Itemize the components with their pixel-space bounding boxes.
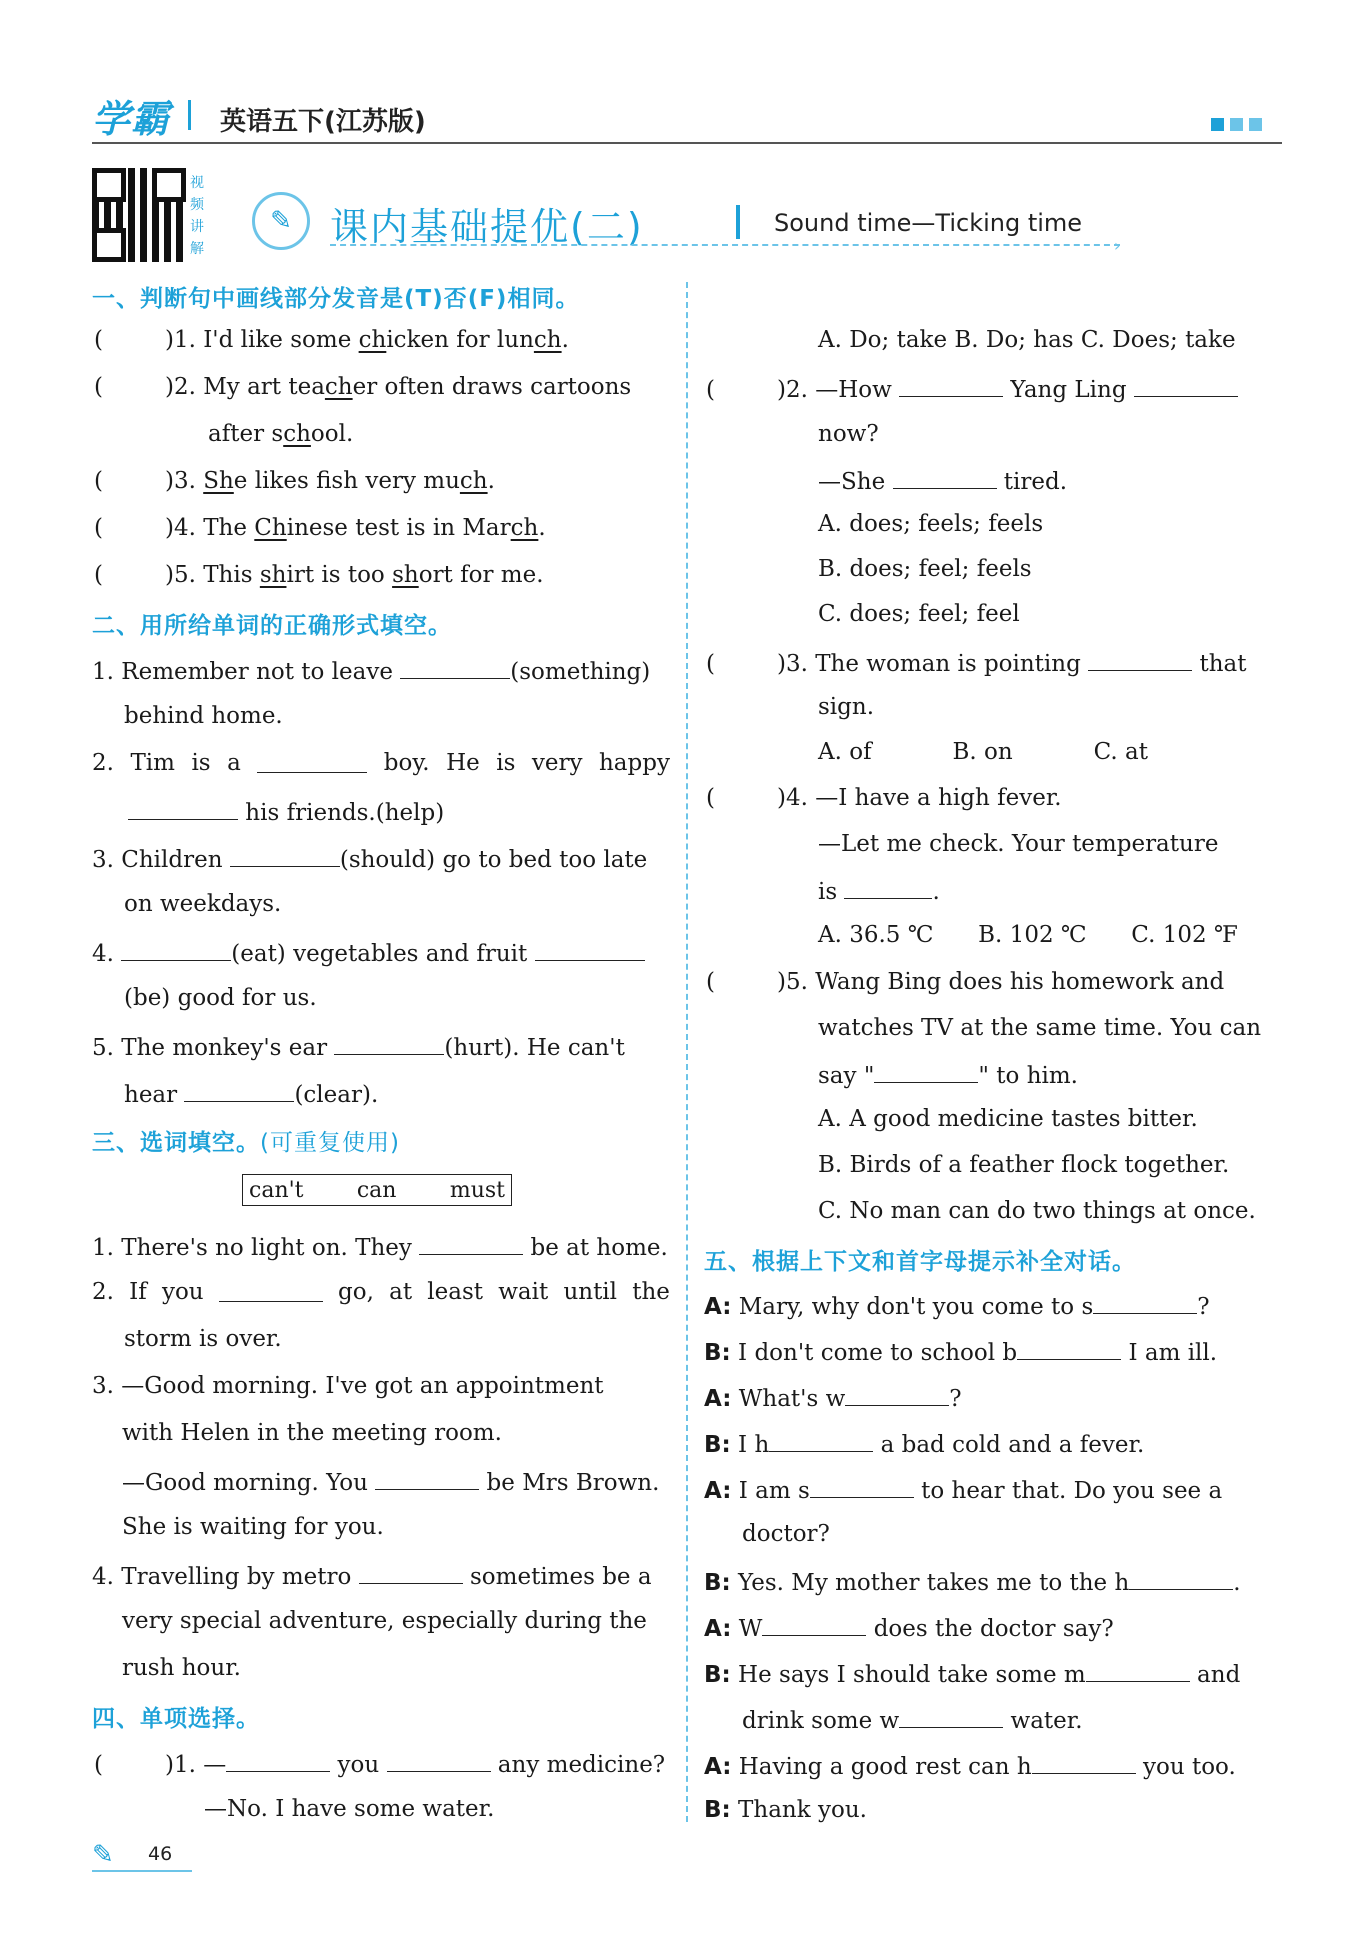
dialog-line-10: B: Thank you. (704, 1797, 867, 1823)
section-4-title: 四、单项选择。 (92, 1706, 260, 1732)
page-number: 46 (148, 1843, 173, 1865)
answer-blank[interactable] (257, 748, 367, 773)
s1-item-1: ( )1. I'd like some chicken for lunch. (94, 327, 569, 353)
s2-q3: 3. Children (should) go to bed too late (92, 842, 647, 875)
dialog-line-8-cont: drink some w water. (742, 1703, 1083, 1736)
s4-q2-reply: —She tired. (818, 464, 1067, 497)
dialog-line-3: A: What's w ? (704, 1381, 962, 1414)
arrow-icon: › (1114, 236, 1121, 255)
answer-blank[interactable] (230, 842, 340, 867)
dialog-line-7: A: W does the doctor say? (704, 1611, 1114, 1644)
s4-q1-answer: —No. I have some water. (204, 1796, 495, 1822)
s4-q5-cont: watches TV at the same time. You can (818, 1015, 1262, 1041)
dialog-line-8: B: He says I should take some m and (704, 1657, 1240, 1690)
s4-q2-cont: now? (818, 421, 879, 447)
s3-q4-cont2: rush hour. (122, 1655, 241, 1681)
title-bar (736, 205, 740, 239)
book-subject: 英语五下(江苏版) (220, 107, 426, 137)
dialog-line-2: B: I don't come to school b I am ill. (704, 1335, 1217, 1368)
answer-blank[interactable] (128, 795, 238, 820)
s4-q5-option-a: A. A good medicine tastes bitter. (818, 1106, 1198, 1132)
s3-q3-cont1: with Helen in the meeting room. (122, 1420, 502, 1446)
answer-blank[interactable] (400, 654, 510, 679)
answer-blank[interactable] (219, 1277, 323, 1302)
s4-q5: ( )5. Wang Bing does his homework and (706, 969, 1225, 995)
s1-item-3: ( )3. She likes fish very much. (94, 468, 495, 494)
answer-blank[interactable] (387, 1747, 491, 1772)
word-bank: can't can must (242, 1174, 512, 1206)
dialog-line-5: A: I am s to hear that. Do you see a (704, 1473, 1222, 1506)
s3-q2-cont: storm is over. (124, 1326, 282, 1352)
dialog-line-5-cont: doctor? (742, 1521, 830, 1547)
s2-q5-cont: hear (clear). (124, 1077, 378, 1110)
answer-blank[interactable] (893, 464, 997, 489)
answer-blank[interactable] (375, 1465, 479, 1490)
s4-q4: ( )4. —I have a high fever. (706, 785, 1062, 811)
s2-q1-cont: behind home. (124, 703, 283, 729)
s4-q4-cont: —Let me check. Your temperature (818, 831, 1219, 857)
answer-blank[interactable] (1017, 1335, 1121, 1360)
header-rule (92, 142, 1282, 144)
s4-q3: ( )3. The woman is pointing that (706, 646, 1246, 679)
answer-blank[interactable] (844, 874, 932, 899)
s4-q1-options: A. Do; take B. Do; has C. Does; take (818, 327, 1236, 353)
s4-q5-option-c: C. No man can do two things at once. (818, 1198, 1256, 1224)
s1-item-2-cont: after school. (208, 421, 354, 447)
s3-q2: 2. If you go, at least wait until the (92, 1279, 670, 1305)
answer-blank[interactable] (810, 1473, 914, 1498)
answer-blank[interactable] (1086, 1657, 1190, 1682)
footer-rule (92, 1870, 192, 1872)
dialog-line-1: A: Mary, why don't you come to s ? (704, 1289, 1210, 1322)
answer-blank[interactable] (226, 1747, 330, 1772)
s4-q2-option-b: B. does; feel; feels (818, 556, 1032, 582)
title-dash (330, 244, 1120, 246)
brand-logo: 学霸 (92, 97, 171, 141)
s4-q2-option-c: C. does; feel; feel (818, 601, 1020, 627)
column-divider (686, 282, 688, 1822)
s4-q2-option-a: A. does; feels; feels (818, 511, 1044, 537)
answer-blank[interactable] (1134, 372, 1238, 397)
answer-blank[interactable] (535, 936, 645, 961)
s3-q4-cont1: very special adventure, especially during the (122, 1608, 647, 1634)
answer-blank[interactable] (359, 1559, 463, 1584)
pencil-icon: ✎ (92, 1840, 114, 1870)
pen-icon: ✎ (252, 192, 310, 250)
answer-blank[interactable] (874, 1058, 978, 1083)
dialog-line-6: B: Yes. My mother takes me to the h . (704, 1565, 1241, 1598)
s2-q2: 2. Tim is a boy. He is very happy (92, 750, 670, 776)
s2-q5: 5. The monkey's ear (hurt). He can't (92, 1030, 625, 1063)
s2-q4: 4. (eat) vegetables and fruit (92, 936, 645, 969)
s4-q4-options: A. 36.5 ℃ B. 102 ℃ C. 102 ℉ (818, 922, 1238, 948)
answer-blank[interactable] (121, 936, 231, 961)
s4-q4-cont2: is . (818, 874, 940, 907)
answer-blank[interactable] (762, 1611, 866, 1636)
answer-blank[interactable] (1088, 646, 1192, 671)
s2-q1: 1. Remember not to leave (something) (92, 654, 650, 687)
qr-code[interactable] (92, 168, 186, 262)
s1-item-5: ( )5. This shirt is too short for me. (94, 562, 544, 588)
s2-q3-cont: on weekdays. (124, 891, 282, 917)
s4-q1: ( )1. — you any medicine? (94, 1747, 665, 1780)
answer-blank[interactable] (334, 1030, 444, 1055)
s4-q2: ( )2. —How Yang Ling (706, 372, 1238, 405)
answer-blank[interactable] (845, 1381, 949, 1406)
answer-blank[interactable] (1032, 1749, 1136, 1774)
answer-blank[interactable] (419, 1230, 523, 1255)
s4-q3-cont: sign. (818, 694, 875, 720)
brand-divider (188, 100, 191, 130)
s1-item-2: ( )2. My art teacher often draws cartoons (94, 374, 632, 400)
section-5-title: 五、根据上下文和首字母提示补全对话。 (704, 1249, 1136, 1275)
s3-q3: 3. —Good morning. I've got an appointment (92, 1373, 604, 1399)
answer-blank[interactable] (1093, 1289, 1197, 1314)
s4-q5-option-b: B. Birds of a feather flock together. (818, 1152, 1230, 1178)
dialog-line-9: A: Having a good rest can h you too. (704, 1749, 1236, 1782)
s2-q4-cont: (be) good for us. (124, 985, 317, 1011)
s3-q3-cont2: —Good morning. You be Mrs Brown. (122, 1465, 659, 1498)
s3-q3-cont3: She is waiting for you. (122, 1514, 384, 1540)
answer-blank[interactable] (184, 1077, 294, 1102)
section-2-title: 二、用所给单词的正确形式填空。 (92, 613, 452, 639)
answer-blank[interactable] (769, 1427, 873, 1452)
section-title: 课内基础提优(二) (330, 205, 644, 249)
section-3-title: 三、选词填空。(可重复使用) (92, 1130, 400, 1156)
s3-q1: 1. There's no light on. They be at home. (92, 1230, 668, 1263)
header-squares (1211, 118, 1262, 131)
s4-q5-cont2: say " " to him. (818, 1058, 1078, 1091)
section-1-title: 一、判断句中画线部分发音是(T)否(F)相同。 (92, 286, 580, 312)
s2-q2-cont: his friends.(help) (128, 795, 444, 828)
s3-q4: 4. Travelling by metro sometimes be a (92, 1559, 652, 1592)
video-note: 视频讲解 (190, 175, 204, 257)
answer-blank[interactable] (899, 372, 1003, 397)
answer-blank[interactable] (1129, 1565, 1233, 1590)
dialog-line-4: B: I h a bad cold and a fever. (704, 1427, 1144, 1460)
s4-q3-options: A. of B. on C. at (818, 739, 1148, 765)
section-subtitle: Sound time—Ticking time (774, 209, 1083, 237)
answer-blank[interactable] (899, 1703, 1003, 1728)
s1-item-4: ( )4. The Chinese test is in March. (94, 515, 546, 541)
